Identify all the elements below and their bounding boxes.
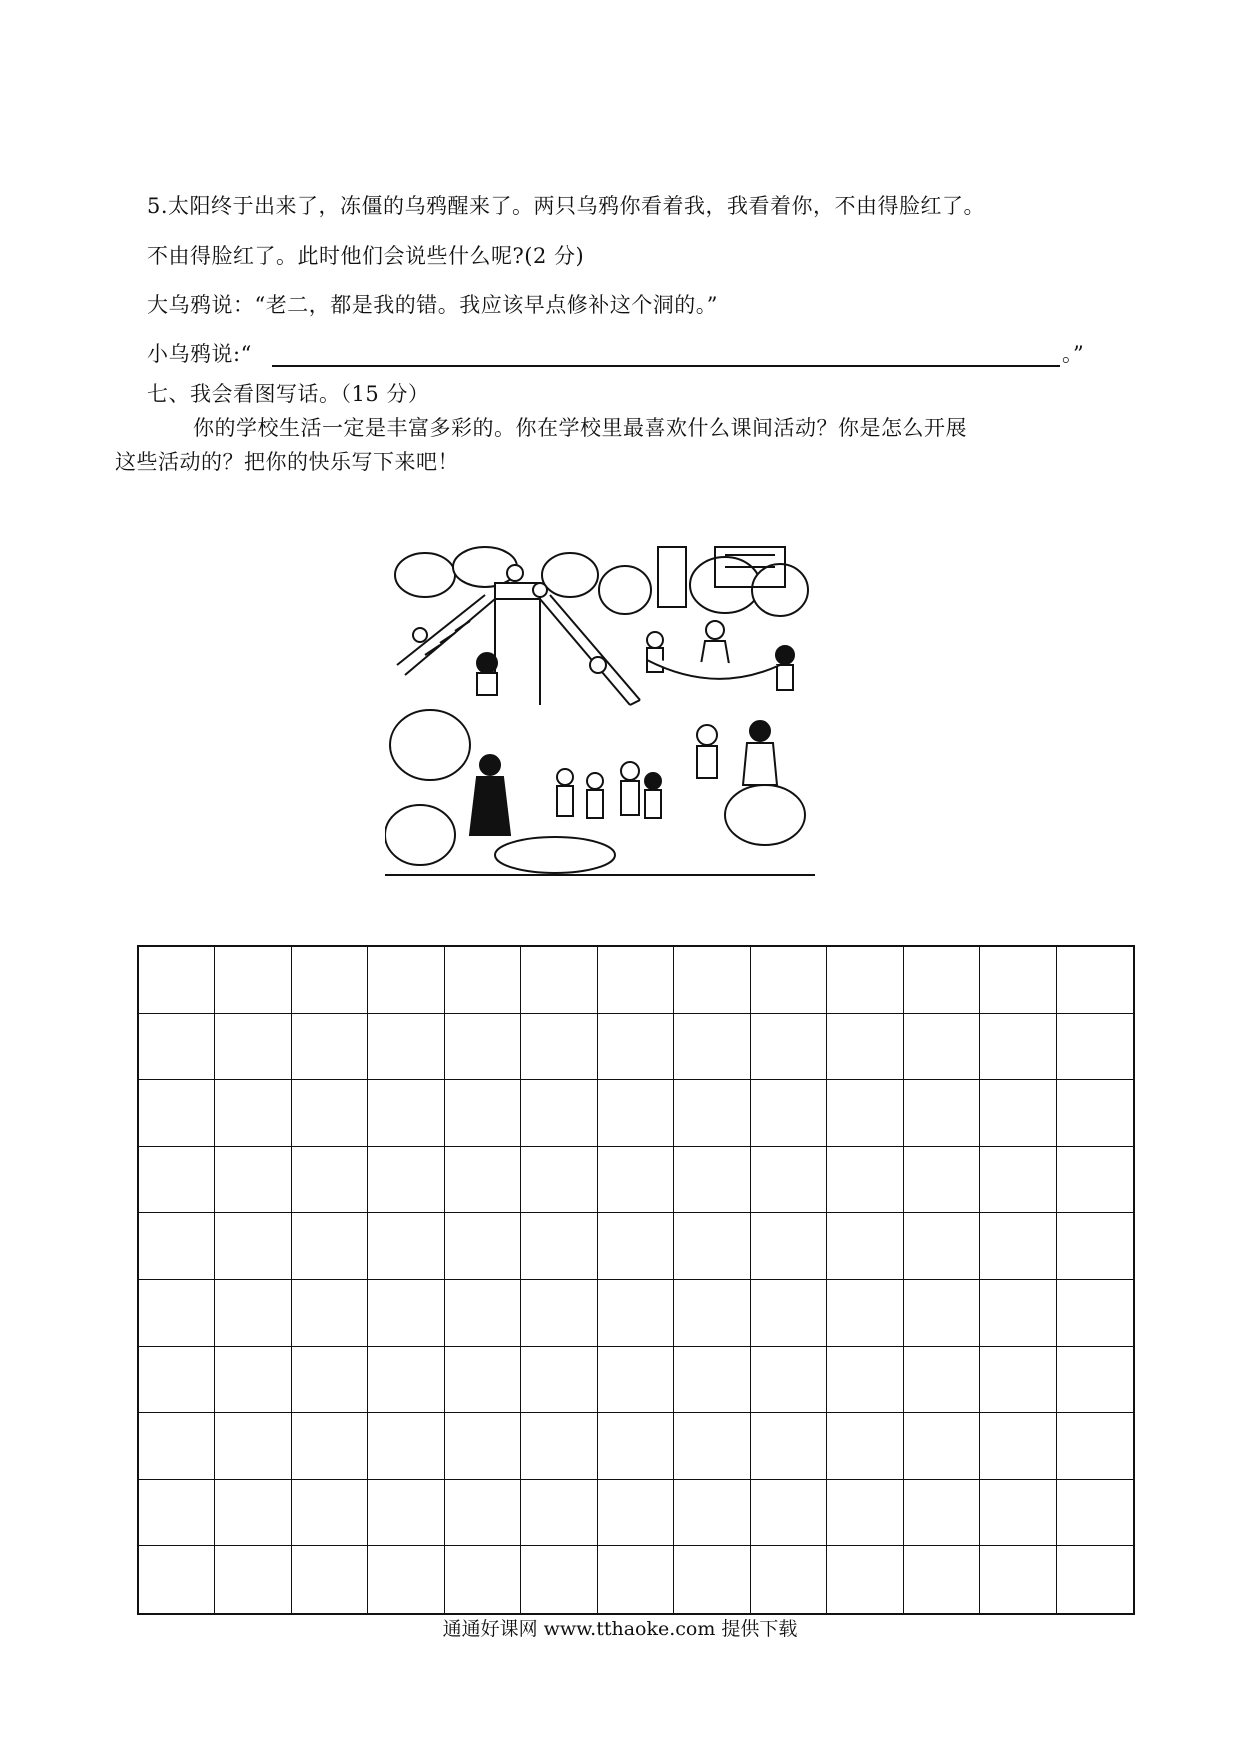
grid-cell[interactable] bbox=[980, 1213, 1056, 1280]
grid-cell[interactable] bbox=[827, 1480, 903, 1547]
grid-cell[interactable] bbox=[368, 1413, 444, 1480]
grid-cell[interactable] bbox=[445, 1347, 521, 1414]
grid-cell[interactable] bbox=[904, 1213, 980, 1280]
writing-grid[interactable] bbox=[137, 945, 1135, 1615]
grid-cell[interactable] bbox=[368, 1347, 444, 1414]
question5-line4-prefix: 小乌鸦说:“ bbox=[147, 342, 252, 366]
grid-cell[interactable] bbox=[139, 1546, 215, 1613]
grid-cell[interactable] bbox=[445, 1280, 521, 1347]
grid-cell[interactable] bbox=[215, 1480, 291, 1547]
grid-cell[interactable] bbox=[751, 1014, 827, 1081]
grid-cell[interactable] bbox=[980, 1080, 1056, 1147]
grid-cell[interactable] bbox=[1057, 1413, 1133, 1480]
grid-cell[interactable] bbox=[904, 1480, 980, 1547]
grid-cell[interactable] bbox=[368, 1280, 444, 1347]
grid-cell[interactable] bbox=[139, 1014, 215, 1081]
grid-cell[interactable] bbox=[292, 1213, 368, 1280]
grid-cell[interactable] bbox=[1057, 1014, 1133, 1081]
grid-cell[interactable] bbox=[292, 947, 368, 1014]
grid-cell[interactable] bbox=[980, 1147, 1056, 1214]
grid-cell[interactable] bbox=[827, 1147, 903, 1214]
grid-cell[interactable] bbox=[215, 947, 291, 1014]
grid-cell[interactable] bbox=[368, 1480, 444, 1547]
grid-cell[interactable] bbox=[980, 1347, 1056, 1414]
grid-cell[interactable] bbox=[521, 1147, 597, 1214]
grid-cell[interactable] bbox=[139, 1480, 215, 1547]
grid-cell[interactable] bbox=[751, 1147, 827, 1214]
grid-cell[interactable] bbox=[904, 1080, 980, 1147]
grid-cell[interactable] bbox=[521, 1347, 597, 1414]
grid-cell[interactable] bbox=[904, 1014, 980, 1081]
grid-cell[interactable] bbox=[598, 1147, 674, 1214]
grid-cell[interactable] bbox=[827, 1347, 903, 1414]
grid-cell[interactable] bbox=[827, 1413, 903, 1480]
grid-cell[interactable] bbox=[292, 1080, 368, 1147]
grid-cell[interactable] bbox=[598, 1213, 674, 1280]
grid-cell[interactable] bbox=[1057, 1080, 1133, 1147]
grid-cell[interactable] bbox=[827, 1280, 903, 1347]
grid-cell[interactable] bbox=[827, 1014, 903, 1081]
grid-cell[interactable] bbox=[827, 1080, 903, 1147]
grid-cell[interactable] bbox=[368, 1546, 444, 1613]
grid-cell[interactable] bbox=[598, 1546, 674, 1613]
grid-cell[interactable] bbox=[904, 947, 980, 1014]
grid-cell[interactable] bbox=[445, 1080, 521, 1147]
grid-cell[interactable] bbox=[368, 1014, 444, 1081]
grid-cell[interactable] bbox=[980, 1014, 1056, 1081]
grid-cell[interactable] bbox=[368, 1080, 444, 1147]
grid-cell[interactable] bbox=[598, 1413, 674, 1480]
grid-cell[interactable] bbox=[1057, 1347, 1133, 1414]
grid-cell[interactable] bbox=[674, 1280, 750, 1347]
grid-cell[interactable] bbox=[215, 1213, 291, 1280]
grid-cell[interactable] bbox=[827, 1546, 903, 1613]
grid-cell[interactable] bbox=[751, 1480, 827, 1547]
grid-cell[interactable] bbox=[904, 1280, 980, 1347]
grid-cell[interactable] bbox=[674, 1080, 750, 1147]
grid-cell[interactable] bbox=[292, 1413, 368, 1480]
grid-cell[interactable] bbox=[674, 1213, 750, 1280]
grid-cell[interactable] bbox=[139, 1147, 215, 1214]
grid-cell[interactable] bbox=[445, 947, 521, 1014]
section7-prompt-line2: 这些活动的？把你的快乐写下来吧！ bbox=[115, 450, 459, 474]
grid-cell[interactable] bbox=[980, 1413, 1056, 1480]
grid-cell[interactable] bbox=[674, 1480, 750, 1547]
grid-cell[interactable] bbox=[674, 1413, 750, 1480]
grid-cell[interactable] bbox=[521, 1280, 597, 1347]
grid-cell[interactable] bbox=[215, 1080, 291, 1147]
grid-cell[interactable] bbox=[751, 1413, 827, 1480]
grid-cell[interactable] bbox=[139, 947, 215, 1014]
grid-cell[interactable] bbox=[368, 1213, 444, 1280]
grid-cell[interactable] bbox=[751, 1347, 827, 1414]
grid-cell[interactable] bbox=[292, 1546, 368, 1613]
grid-cell[interactable] bbox=[598, 1280, 674, 1347]
grid-cell[interactable] bbox=[521, 1014, 597, 1081]
grid-cell[interactable] bbox=[521, 1546, 597, 1613]
grid-cell[interactable] bbox=[598, 1080, 674, 1147]
grid-cell[interactable] bbox=[445, 1413, 521, 1480]
grid-cell[interactable] bbox=[215, 1347, 291, 1414]
grid-cell[interactable] bbox=[292, 1014, 368, 1081]
grid-cell[interactable] bbox=[751, 947, 827, 1014]
answer-blank-line[interactable] bbox=[272, 365, 1060, 367]
grid-cell[interactable] bbox=[445, 1546, 521, 1613]
grid-cell[interactable] bbox=[445, 1480, 521, 1547]
playground-illustration bbox=[385, 545, 815, 885]
question5-line3: 大乌鸦说：“老二，都是我的错。我应该早点修补这个洞的。” bbox=[147, 293, 718, 317]
grid-cell[interactable] bbox=[751, 1546, 827, 1613]
grid-cell[interactable] bbox=[751, 1280, 827, 1347]
grid-cell[interactable] bbox=[904, 1147, 980, 1214]
grid-cell[interactable] bbox=[1057, 1147, 1133, 1214]
grid-cell[interactable] bbox=[368, 947, 444, 1014]
grid-cell[interactable] bbox=[139, 1280, 215, 1347]
grid-cell[interactable] bbox=[368, 1147, 444, 1214]
grid-cell[interactable] bbox=[139, 1347, 215, 1414]
grid-cell[interactable] bbox=[445, 1147, 521, 1214]
question5-line2: 不由得脸红了。此时他们会说些什么呢?(2 分) bbox=[147, 244, 585, 268]
grid-cell[interactable] bbox=[139, 1413, 215, 1480]
grid-cell[interactable] bbox=[1057, 1480, 1133, 1547]
grid-cell[interactable] bbox=[215, 1280, 291, 1347]
grid-cell[interactable] bbox=[674, 1014, 750, 1081]
grid-cell[interactable] bbox=[292, 1347, 368, 1414]
grid-cell[interactable] bbox=[215, 1147, 291, 1214]
grid-cell[interactable] bbox=[980, 1280, 1056, 1347]
grid-cell[interactable] bbox=[827, 947, 903, 1014]
grid-cell[interactable] bbox=[980, 1546, 1056, 1613]
footer-credit: 通通好课网 www.tthaoke.com 提供下载 bbox=[442, 1618, 798, 1640]
grid-cell[interactable] bbox=[1057, 1280, 1133, 1347]
grid-cell[interactable] bbox=[139, 1213, 215, 1280]
grid-cell[interactable] bbox=[751, 1080, 827, 1147]
grid-cell[interactable] bbox=[598, 947, 674, 1014]
grid-cell[interactable] bbox=[904, 1546, 980, 1613]
grid-cell[interactable] bbox=[980, 1480, 1056, 1547]
grid-cell[interactable] bbox=[1057, 1546, 1133, 1613]
grid-cell[interactable] bbox=[521, 1413, 597, 1480]
grid-cell[interactable] bbox=[980, 947, 1056, 1014]
grid-cell[interactable] bbox=[445, 1213, 521, 1280]
grid-cell[interactable] bbox=[1057, 1213, 1133, 1280]
grid-cell[interactable] bbox=[215, 1014, 291, 1081]
grid-cell[interactable] bbox=[598, 1480, 674, 1547]
grid-cell[interactable] bbox=[292, 1147, 368, 1214]
grid-cell[interactable] bbox=[751, 1213, 827, 1280]
grid-cell[interactable] bbox=[598, 1347, 674, 1414]
grid-cell[interactable] bbox=[292, 1280, 368, 1347]
section7-prompt-line1: 你的学校生活一定是丰富多彩的。你在学校里最喜欢什么课间活动？你是怎么开展 bbox=[193, 416, 967, 440]
grid-cell[interactable] bbox=[521, 1480, 597, 1547]
grid-cell[interactable] bbox=[521, 1080, 597, 1147]
grid-cell[interactable] bbox=[904, 1347, 980, 1414]
grid-cell[interactable] bbox=[139, 1080, 215, 1147]
grid-cell[interactable] bbox=[674, 1546, 750, 1613]
grid-cell[interactable] bbox=[521, 1213, 597, 1280]
grid-cell[interactable] bbox=[215, 1413, 291, 1480]
grid-cell[interactable] bbox=[904, 1413, 980, 1480]
grid-cell[interactable] bbox=[674, 1347, 750, 1414]
grid-cell[interactable] bbox=[215, 1546, 291, 1613]
grid-cell[interactable] bbox=[674, 1147, 750, 1214]
grid-cell[interactable] bbox=[827, 1213, 903, 1280]
grid-cell[interactable] bbox=[445, 1014, 521, 1081]
question5-line4-suffix: 。” bbox=[1062, 342, 1085, 366]
section7-title: 七、我会看图写话。（15 分） bbox=[147, 382, 430, 406]
grid-cell[interactable] bbox=[598, 1014, 674, 1081]
grid-cell[interactable] bbox=[521, 947, 597, 1014]
grid-cell[interactable] bbox=[674, 947, 750, 1014]
question5-line1: 5.太阳终于出来了，冻僵的乌鸦醒来了。两只乌鸦你看着我，我看着你，不由得脸红了。 bbox=[147, 194, 986, 218]
grid-cell[interactable] bbox=[292, 1480, 368, 1547]
grid-cell[interactable] bbox=[1057, 947, 1133, 1014]
